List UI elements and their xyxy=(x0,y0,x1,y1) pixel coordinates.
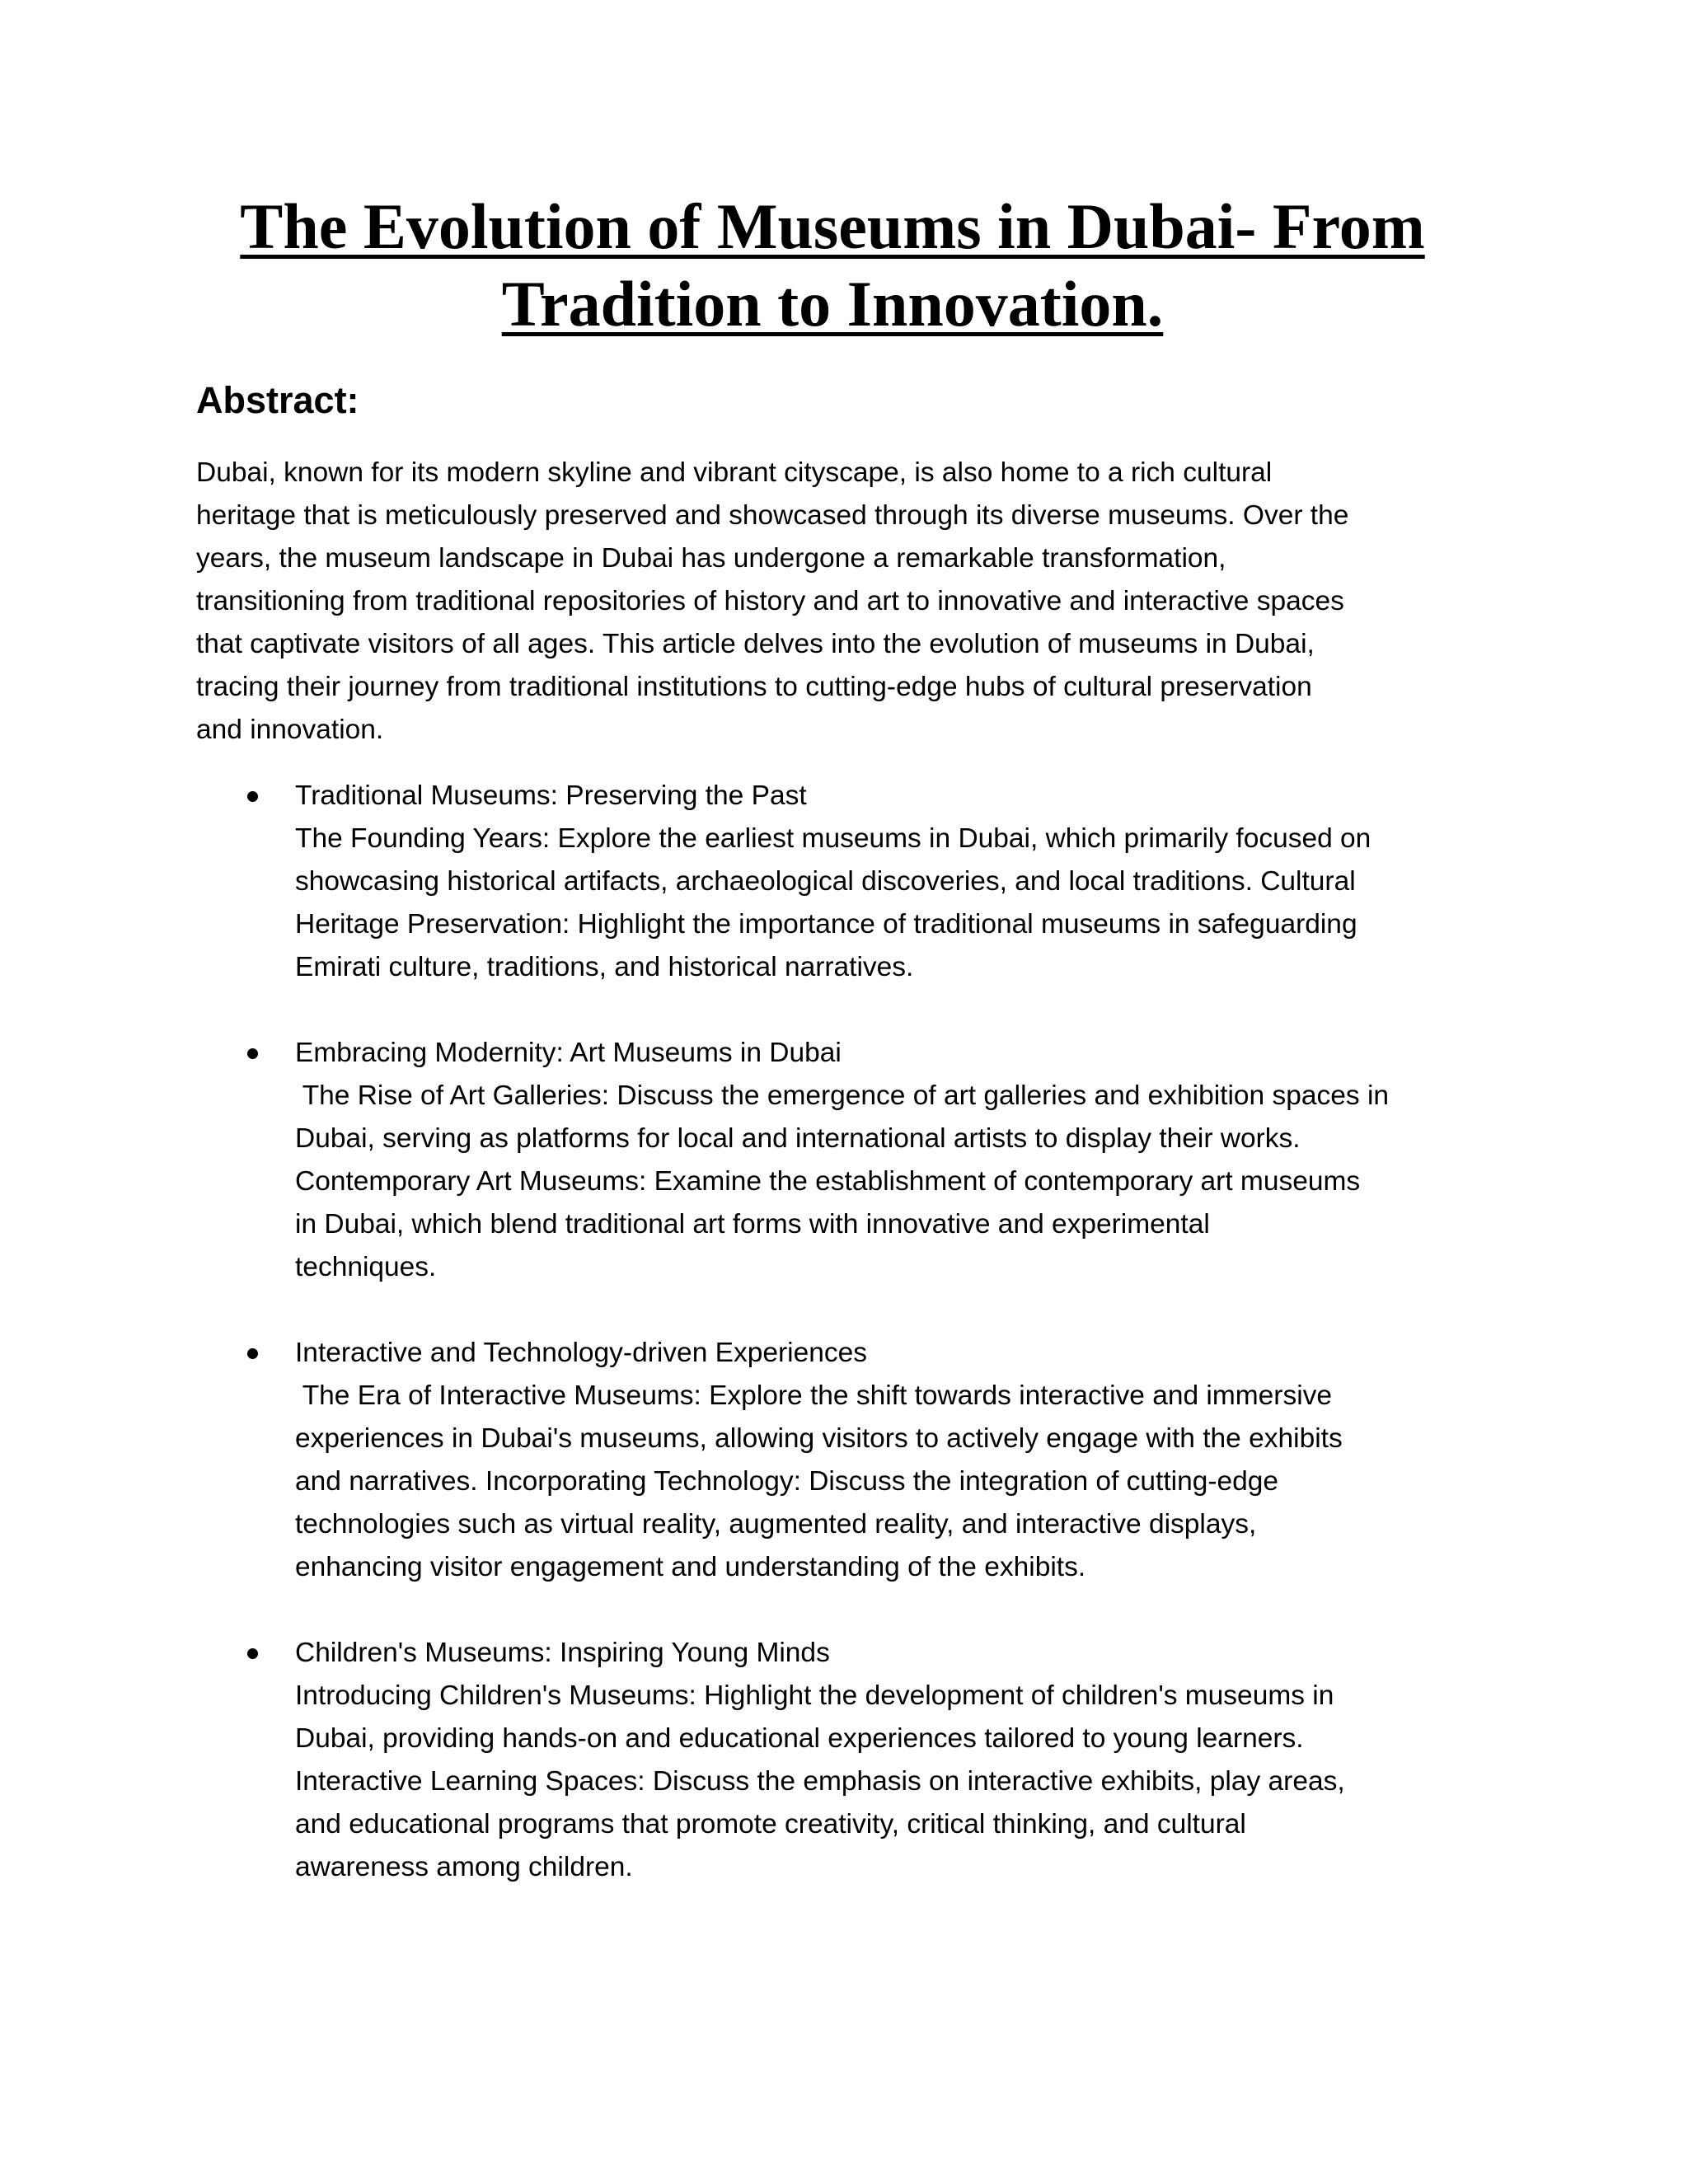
section-line: in Dubai, which blend traditional art forms with innovative and experimental xyxy=(295,1209,1210,1240)
abstract-line: and innovation. xyxy=(196,715,384,745)
section-line: technologies such as virtual reality, augmented reality, and interactive displays, xyxy=(295,1509,1257,1540)
section-line: awareness among children. xyxy=(295,1852,633,1882)
section-line: and narratives. Incorporating Technology: Discuss the integration of cutting-edge xyxy=(295,1466,1279,1497)
section-heading: Interactive and Technology-driven Experiences xyxy=(295,1338,867,1368)
section-line: The Era of Interactive Museums: Explore the shift towards interactive and immersive xyxy=(295,1380,1333,1411)
section-line: Dubai, serving as platforms for local and international artists to display their works. xyxy=(295,1123,1301,1154)
section-childrens-museums xyxy=(196,1632,1531,1889)
abstract-line: Dubai, known for its modern skyline and vibrant cityscape, is also home to a rich cultural xyxy=(196,457,1273,488)
bullet-icon xyxy=(247,1648,258,1659)
abstract-line: years, the museum landscape in Dubai has undergone a remarkable transformation, xyxy=(196,543,1226,574)
abstract-paragraph xyxy=(196,452,1515,752)
title-line: The Evolution of Museums in Dubai- From xyxy=(240,190,1425,262)
section-line: Contemporary Art Museums: Examine the establishment of contemporary art museums xyxy=(295,1166,1361,1197)
abstract-line: heritage that is meticulously preserved and showcased through its diverse museums. Over the xyxy=(196,500,1349,531)
section-line: Interactive Learning Spaces: Discuss the emphasis on interactive exhibits, play areas, xyxy=(295,1766,1345,1797)
section-heading: Embracing Modernity: Art Museums in Dubai xyxy=(295,1038,842,1068)
bullet-icon xyxy=(247,1348,258,1359)
section-line: The Founding Years: Explore the earliest museums in Dubai, which primarily focused on xyxy=(295,823,1372,854)
abstract-heading: Abstract: xyxy=(196,379,359,421)
section-line: Heritage Preservation: Highlight the importance of traditional museums in safeguarding xyxy=(295,909,1357,940)
section-list xyxy=(196,775,1531,1932)
section-line: and educational programs that promote creativity, critical thinking, and cultural xyxy=(295,1809,1246,1840)
document-title xyxy=(190,188,1475,343)
section-line: enhancing visitor engagement and understanding of the exhibits. xyxy=(295,1552,1086,1582)
abstract-line: tracing their journey from traditional institutions to cutting-edge hubs of cultural preservation xyxy=(196,672,1312,702)
section-line: Dubai, providing hands-on and educational experiences tailored to young learners. xyxy=(295,1723,1304,1754)
section-line: The Rise of Art Galleries: Discuss the emergence of art galleries and exhibition spaces in xyxy=(295,1080,1390,1111)
title-line: Tradition to Innovation. xyxy=(501,268,1164,340)
section-line: Introducing Children's Museums: Highlight the development of children's museums in xyxy=(295,1680,1334,1711)
section-traditional-museums xyxy=(196,775,1531,989)
section-heading: Traditional Museums: Preserving the Past xyxy=(295,780,807,811)
section-heading: Children's Museums: Inspiring Young Minds xyxy=(295,1638,830,1668)
section-interactive-experiences xyxy=(196,1332,1531,1589)
section-line: Emirati culture, traditions, and historical narratives. xyxy=(295,952,914,982)
bullet-icon xyxy=(247,791,258,802)
section-line: showcasing historical artifacts, archaeological discoveries, and local traditions. Cultural xyxy=(295,866,1356,897)
bullet-icon xyxy=(247,1048,258,1059)
section-line: techniques. xyxy=(295,1252,437,1282)
section-line: experiences in Dubai's museums, allowing visitors to actively engage with the exhibits xyxy=(295,1423,1343,1454)
section-art-museums xyxy=(196,1032,1531,1289)
abstract-line: that captivate visitors of all ages. This article delves into the evolution of museums in Dubai, xyxy=(196,629,1315,659)
abstract-line: transitioning from traditional repositories of history and art to innovative and interactive spaces xyxy=(196,586,1344,616)
